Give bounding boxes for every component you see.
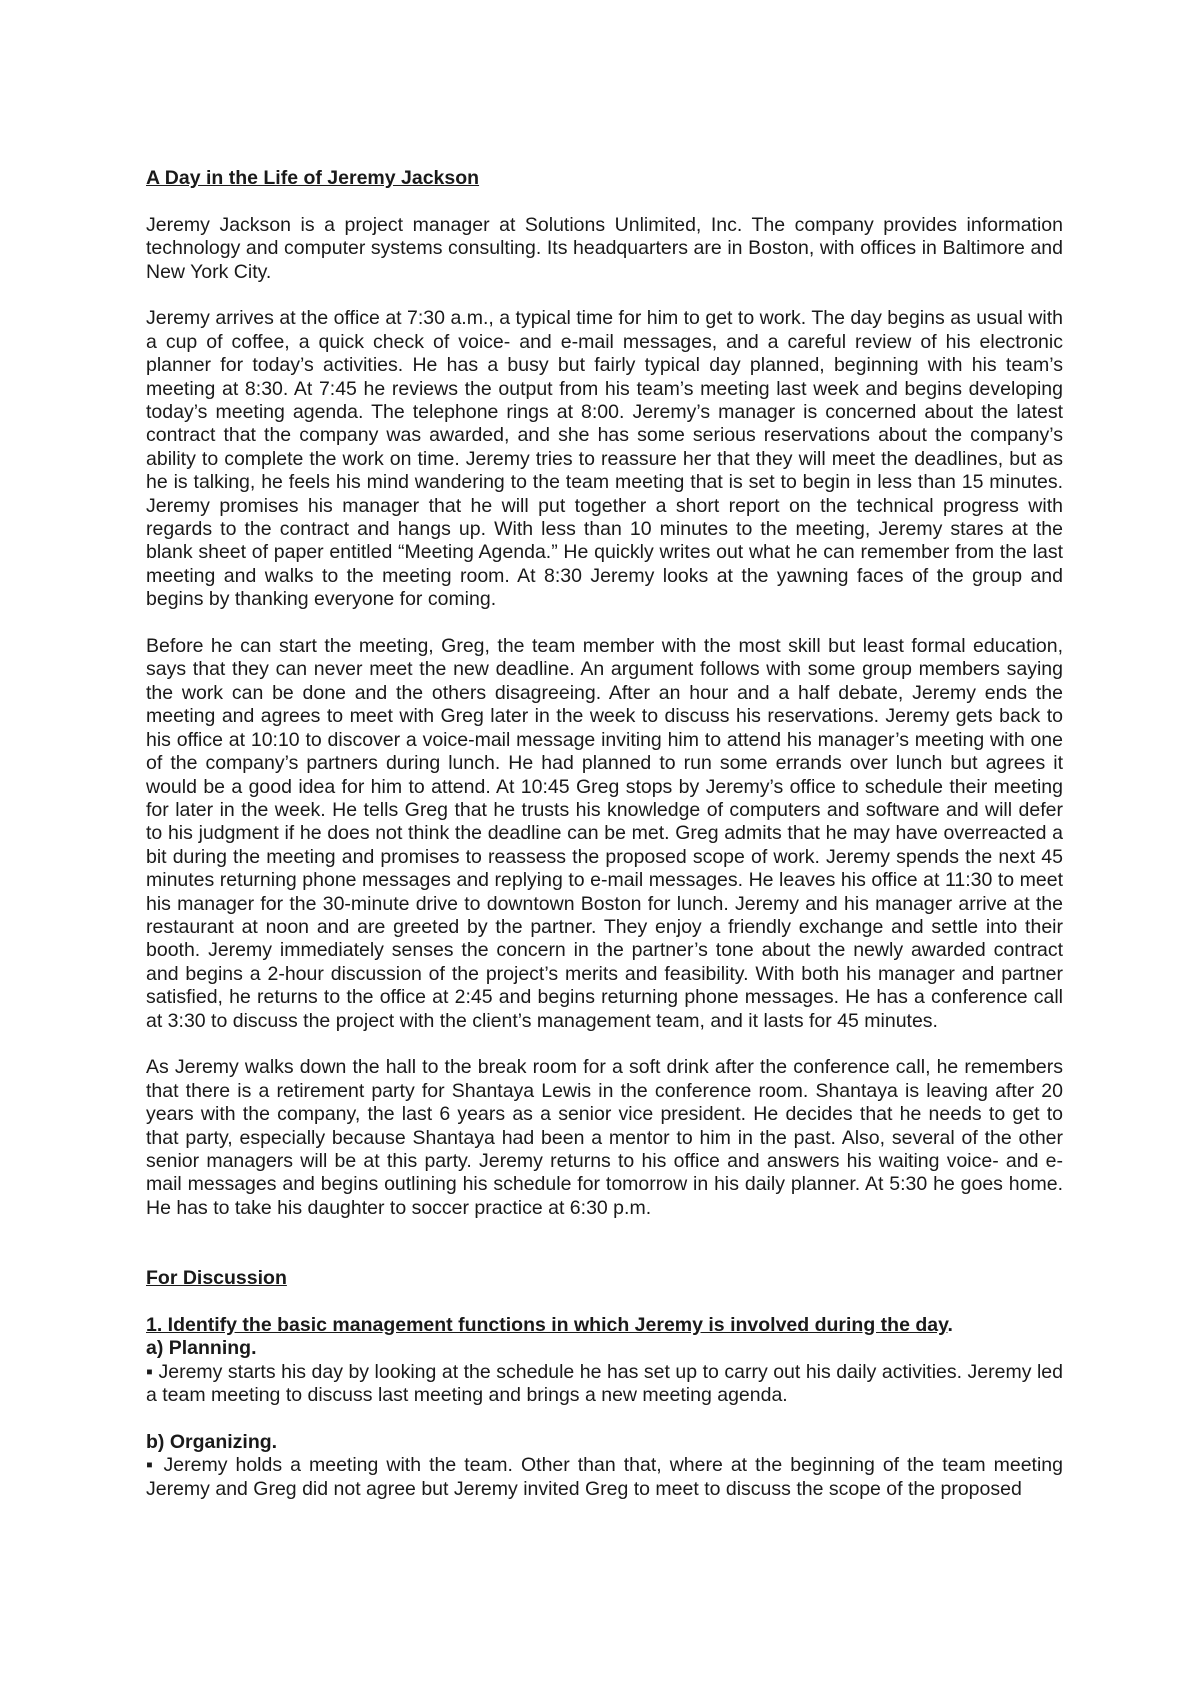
spacer — [146, 1220, 1063, 1267]
discussion-heading: For Discussion — [146, 1267, 287, 1290]
spacer — [146, 1290, 1063, 1313]
spacer — [146, 612, 1063, 635]
planning-text: ▪ Jeremy starts his day by looking at the schedule he has set up to carry out his daily activities. Jeremy led a team meeting to discuss last meeting and brings a new meeting agenda. — [146, 1360, 1063, 1407]
organizing-heading: b) Organizing. — [146, 1430, 278, 1453]
paragraph-morning: Jeremy arrives at the office at 7:30 a.m., a typical time for him to get to work. The day begins as usual with a cup of coffee, a quick check of voice- and e-mail messages, and a careful review of his electronic planner for today’s activities. He has a busy but fairly typical day planned, beginning with his team’s meeting at 8:30. At 7:45 he reviews the output from his team’s meeting last week and begins developing today’s meeting agenda. The telephone rings at 8:00. Jeremy’s manager is concerned about the latest contract that the company was awarded, and she has some serious reservations about the company’s ability to complete the work on time. Jeremy tries to reassure her that they will meet the deadlines, but as he is talking, he feels his mind wandering to the team meeting that is set to begin in less than 15 minutes. Jeremy promises his manager that he will put together a short report on the technical progress with regards to the contract and hangs up. With less than 10 minutes to the meeting, Jeremy stares at the blank sheet of paper entitled “Meeting Agenda.” He quickly writes out what he can remember from the last meeting and walks to the meeting room. At 8:30 Jeremy looks at the yawning faces of the group and begins by thanking everyone for coming. — [146, 307, 1063, 611]
spacer — [146, 190, 1063, 213]
document-title: A Day in the Life of Jeremy Jackson — [146, 167, 480, 189]
question-1 — [146, 1314, 1063, 1337]
spacer — [146, 1407, 1063, 1430]
organizing-text: ▪ Jeremy holds a meeting with the team. Other than that, where at the beginning of the team meeting Jeremy and Greg did not agree but Jeremy invited Greg to meet to discuss the scope of the proposed — [146, 1454, 1063, 1500]
paragraph-afternoon: As Jeremy walks down the hall to the break room for a soft drink after the conference call, he remembers that there is a retirement party for Shantaya Lewis in the conference room. Shantaya is leaving after 20 years with the company, the last 6 years as a senior vice president. He decides that he needs to get to that party, especially because Shantaya had been a mentor to him in the past. Also, several of the other senior managers will be at this party. Jeremy returns to his office and answers his waiting voice- and e-mail messages and begins outlining his schedule for tomorrow in his daily planner. At 5:30 he goes home. He has to take his daughter to soccer practice at 6:30 p.m. — [146, 1056, 1063, 1219]
question-1-period: . — [947, 1313, 953, 1336]
planning-heading: a) Planning. — [146, 1337, 257, 1360]
document-page — [146, 167, 1063, 1501]
spacer — [146, 284, 1063, 307]
paragraph-intro: Jeremy Jackson is a project manager at Solutions Unlimited, Inc. The company provides information technology and computer systems consulting. Its headquarters are in Boston, with offices in Baltimore and New York City. — [146, 213, 1063, 283]
paragraph-meeting: Before he can start the meeting, Greg, the team member with the most skill but least formal education, says that they can never meet the new deadline. An argument follows with some group members saying the work can be done and the others disagreeing. After an hour and a half debate, Jeremy ends the meeting and agrees to meet with Greg later in the week to discuss his reservations. Jeremy gets back to his office at 10:10 to discover a voice-mail message inviting him to attend his manager’s meeting with one of the company’s partners during lunch. He had planned to run some errands over lunch but agrees it would be a good idea for him to attend. At 10:45 Greg stops by Jeremy’s office to schedule their meeting for later in the week. He tells Greg that he trusts his knowledge of computers and software and will defer to his judgment if he does not think the deadline can be met. Greg admits that he may have overreacted a bit during the meeting and promises to reassess the proposed scope of work. Jeremy spends the next 45 minutes returning phone messages and replying to e-mail messages. He leaves his office at 11:30 to meet his manager for the 30-minute drive to downtown Boston for lunch. Jeremy and his manager arrive at the restaurant at noon and are greeted by the partner. They enjoy a friendly exchange and settle into their booth. Jeremy immediately senses the concern in the partner’s tone about the newly awarded contract and begins a 2-hour discussion of the project’s merits and feasibility. With both his manager and partner satisfied, he returns to the office at 2:45 and begins returning phone messages. He has a conference call at 3:30 to discuss the project with the client’s management team, and it lasts for 45 minutes. — [146, 635, 1063, 1032]
spacer — [146, 1033, 1063, 1056]
question-1-text: 1. Identify the basic management functions in which Jeremy is involved during the day — [146, 1313, 948, 1336]
